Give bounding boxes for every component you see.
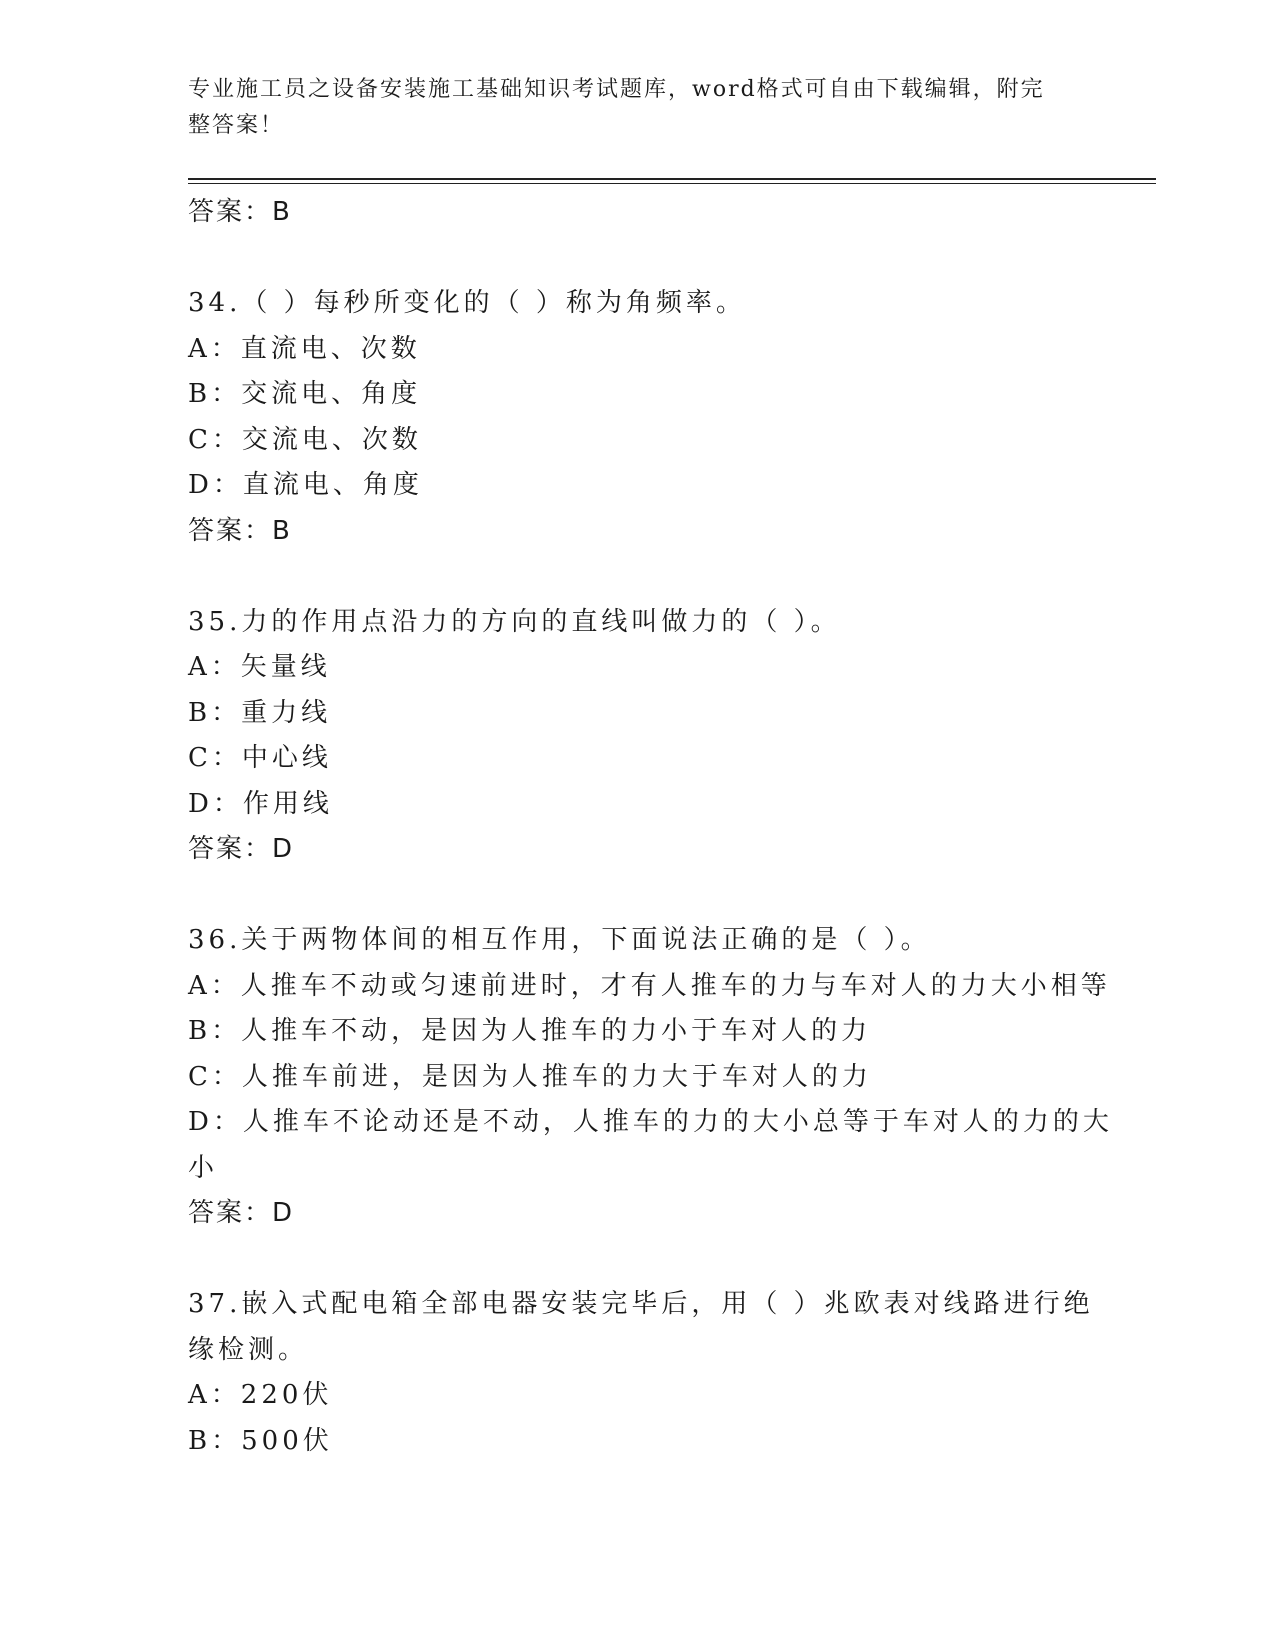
header-rule-thick [188, 178, 1156, 180]
question-36 [188, 918, 1113, 1237]
option-c: C：交流电、次数 [188, 424, 422, 455]
option-d: D：作用线 [188, 788, 333, 819]
option-b: B：人推车不动，是因为人推车的力小于车对人的力 [188, 1016, 872, 1046]
question-stem: 37.嵌入式配电箱全部电器安装完毕后，用（ ）兆欧表对线路进行绝 [188, 1289, 1094, 1319]
spacer [188, 554, 1088, 600]
question-stem-continuation: 缘检测。 [188, 1334, 309, 1365]
question-37 [188, 1282, 1094, 1464]
option-a: A：220伏 [188, 1380, 333, 1410]
option-b: B：500伏 [188, 1425, 333, 1456]
question-stem: 34.（ ）每秒所变化的（ ）称为角频率。 [188, 288, 746, 318]
option-b: B：重力线 [188, 697, 332, 728]
question-35 [188, 600, 1088, 873]
option-c: C：中心线 [188, 743, 332, 773]
document-body [188, 190, 1113, 1464]
answer-line: 答案：D [188, 1198, 295, 1228]
spacer [188, 1237, 1088, 1283]
document-header [188, 72, 1068, 144]
answer-line: 答案：B [188, 515, 292, 546]
option-d-continuation: 小 [188, 1152, 219, 1183]
question-34 [188, 281, 1088, 554]
answer-line: 答案：D [188, 834, 295, 864]
option-d: D：直流电、角度 [188, 470, 423, 500]
spacer [188, 873, 1088, 919]
header-rule-thin [188, 183, 1156, 184]
option-a: A：直流电、次数 [188, 333, 421, 364]
header-line-2: 整答案！ [188, 113, 285, 138]
option-c: C：人推车前进，是因为人推车的力大于车对人的力 [188, 1061, 872, 1092]
header-line-1: 专业施工员之设备安装施工基础知识考试题库，word格式可自由下载编辑，附完 [188, 77, 1045, 102]
option-a: A：矢量线 [188, 652, 331, 682]
option-d: D：人推车不论动还是不动，人推车的力的大小总等于车对人的力的大 [188, 1107, 1113, 1137]
question-stem: 36.关于两物体间的相互作用，下面说法正确的是（ ）。 [188, 925, 931, 955]
spacer [188, 236, 1088, 282]
option-a: A：人推车不动或匀速前进时，才有人推车的力与车对人的力大小相等 [188, 970, 1111, 1001]
question-stem: 35.力的作用点沿力的方向的直线叫做力的（ ）。 [188, 606, 841, 637]
answer-line: 答案：B [188, 197, 292, 227]
option-b: B：交流电、角度 [188, 379, 422, 409]
